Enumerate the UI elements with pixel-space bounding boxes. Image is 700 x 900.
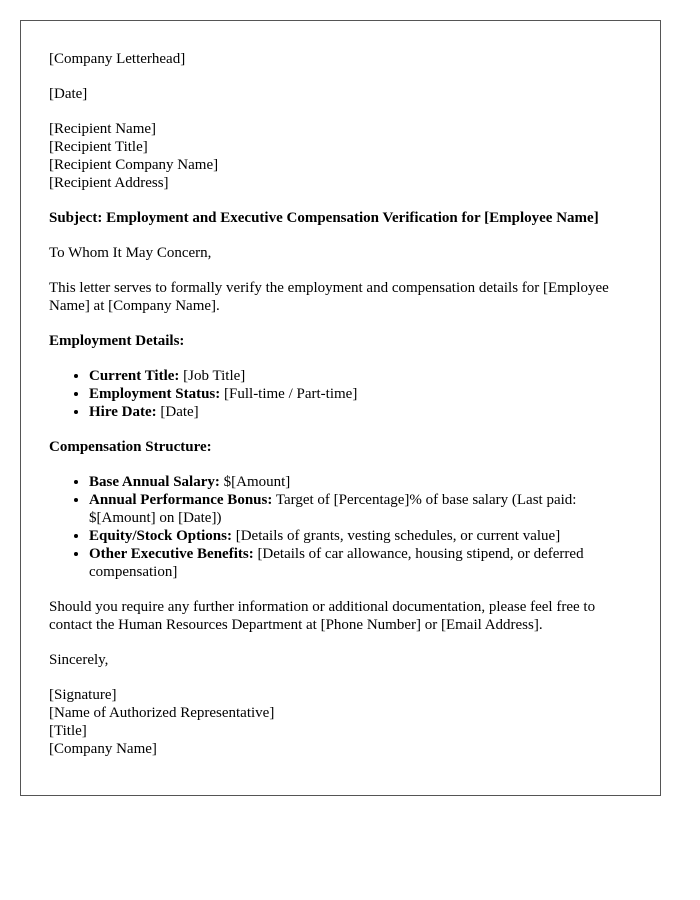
item-label: Current Title: bbox=[89, 368, 180, 384]
recipient-block bbox=[49, 120, 632, 192]
list-item bbox=[89, 527, 632, 545]
employment-heading: Employment Details: bbox=[49, 333, 185, 349]
letterhead: [Company Letterhead] bbox=[49, 51, 186, 67]
item-value: [Full-time / Part-time] bbox=[220, 386, 358, 402]
signature-block bbox=[49, 686, 632, 758]
recipient-name: [Recipient Name] bbox=[49, 121, 157, 137]
recipient-company: [Recipient Company Name] bbox=[49, 157, 219, 173]
item-label: Equity/Stock Options: bbox=[89, 528, 232, 544]
list-item bbox=[89, 545, 632, 581]
closing-paragraph: Should you require any further information or additional documentation, please feel free to contact the Human Resources Department at [Phone Number] or [Email Address]. bbox=[49, 599, 596, 633]
item-value: Target of [Percentage]% of base salary (Last paid: $[Amount] on [Date]) bbox=[89, 492, 577, 526]
signatory-company: [Company Name] bbox=[49, 741, 157, 757]
recipient-address: [Recipient Address] bbox=[49, 175, 169, 191]
item-value: $[Amount] bbox=[219, 474, 291, 490]
compensation-heading: Compensation Structure: bbox=[49, 439, 212, 455]
item-label: Annual Performance Bonus: bbox=[89, 492, 273, 508]
subject-line: Subject: Employment and Executive Compensation Verification for [Employee Name] bbox=[49, 210, 599, 226]
recipient-title: [Recipient Title] bbox=[49, 139, 148, 155]
list-item bbox=[89, 367, 632, 385]
item-value: [Date] bbox=[156, 404, 199, 420]
item-value: [Job Title] bbox=[179, 368, 246, 384]
salutation: To Whom It May Concern, bbox=[49, 245, 212, 261]
list-item bbox=[89, 385, 632, 403]
item-label: Employment Status: bbox=[89, 386, 221, 402]
letter bbox=[20, 20, 661, 796]
item-value: [Details of car allowance, housing stipend, or deferred compensation] bbox=[89, 546, 584, 580]
list-item bbox=[89, 473, 632, 491]
item-label: Hire Date: bbox=[89, 404, 157, 420]
signatory-title: [Title] bbox=[49, 723, 87, 739]
compensation-list bbox=[49, 473, 632, 581]
item-label: Base Annual Salary: bbox=[89, 474, 220, 490]
item-value: [Details of grants, vesting schedules, or current value] bbox=[231, 528, 561, 544]
employment-list bbox=[49, 367, 632, 421]
signature: [Signature] bbox=[49, 687, 117, 703]
signoff: Sincerely, bbox=[49, 652, 109, 668]
signatory-name: [Name of Authorized Representative] bbox=[49, 705, 275, 721]
list-item bbox=[89, 403, 632, 421]
item-label: Other Executive Benefits: bbox=[89, 546, 254, 562]
letter-date: [Date] bbox=[49, 86, 88, 102]
intro-paragraph: This letter serves to formally verify the employment and compensation details for [Employee Name] at [Company Name]. bbox=[49, 280, 609, 314]
list-item bbox=[89, 491, 632, 527]
